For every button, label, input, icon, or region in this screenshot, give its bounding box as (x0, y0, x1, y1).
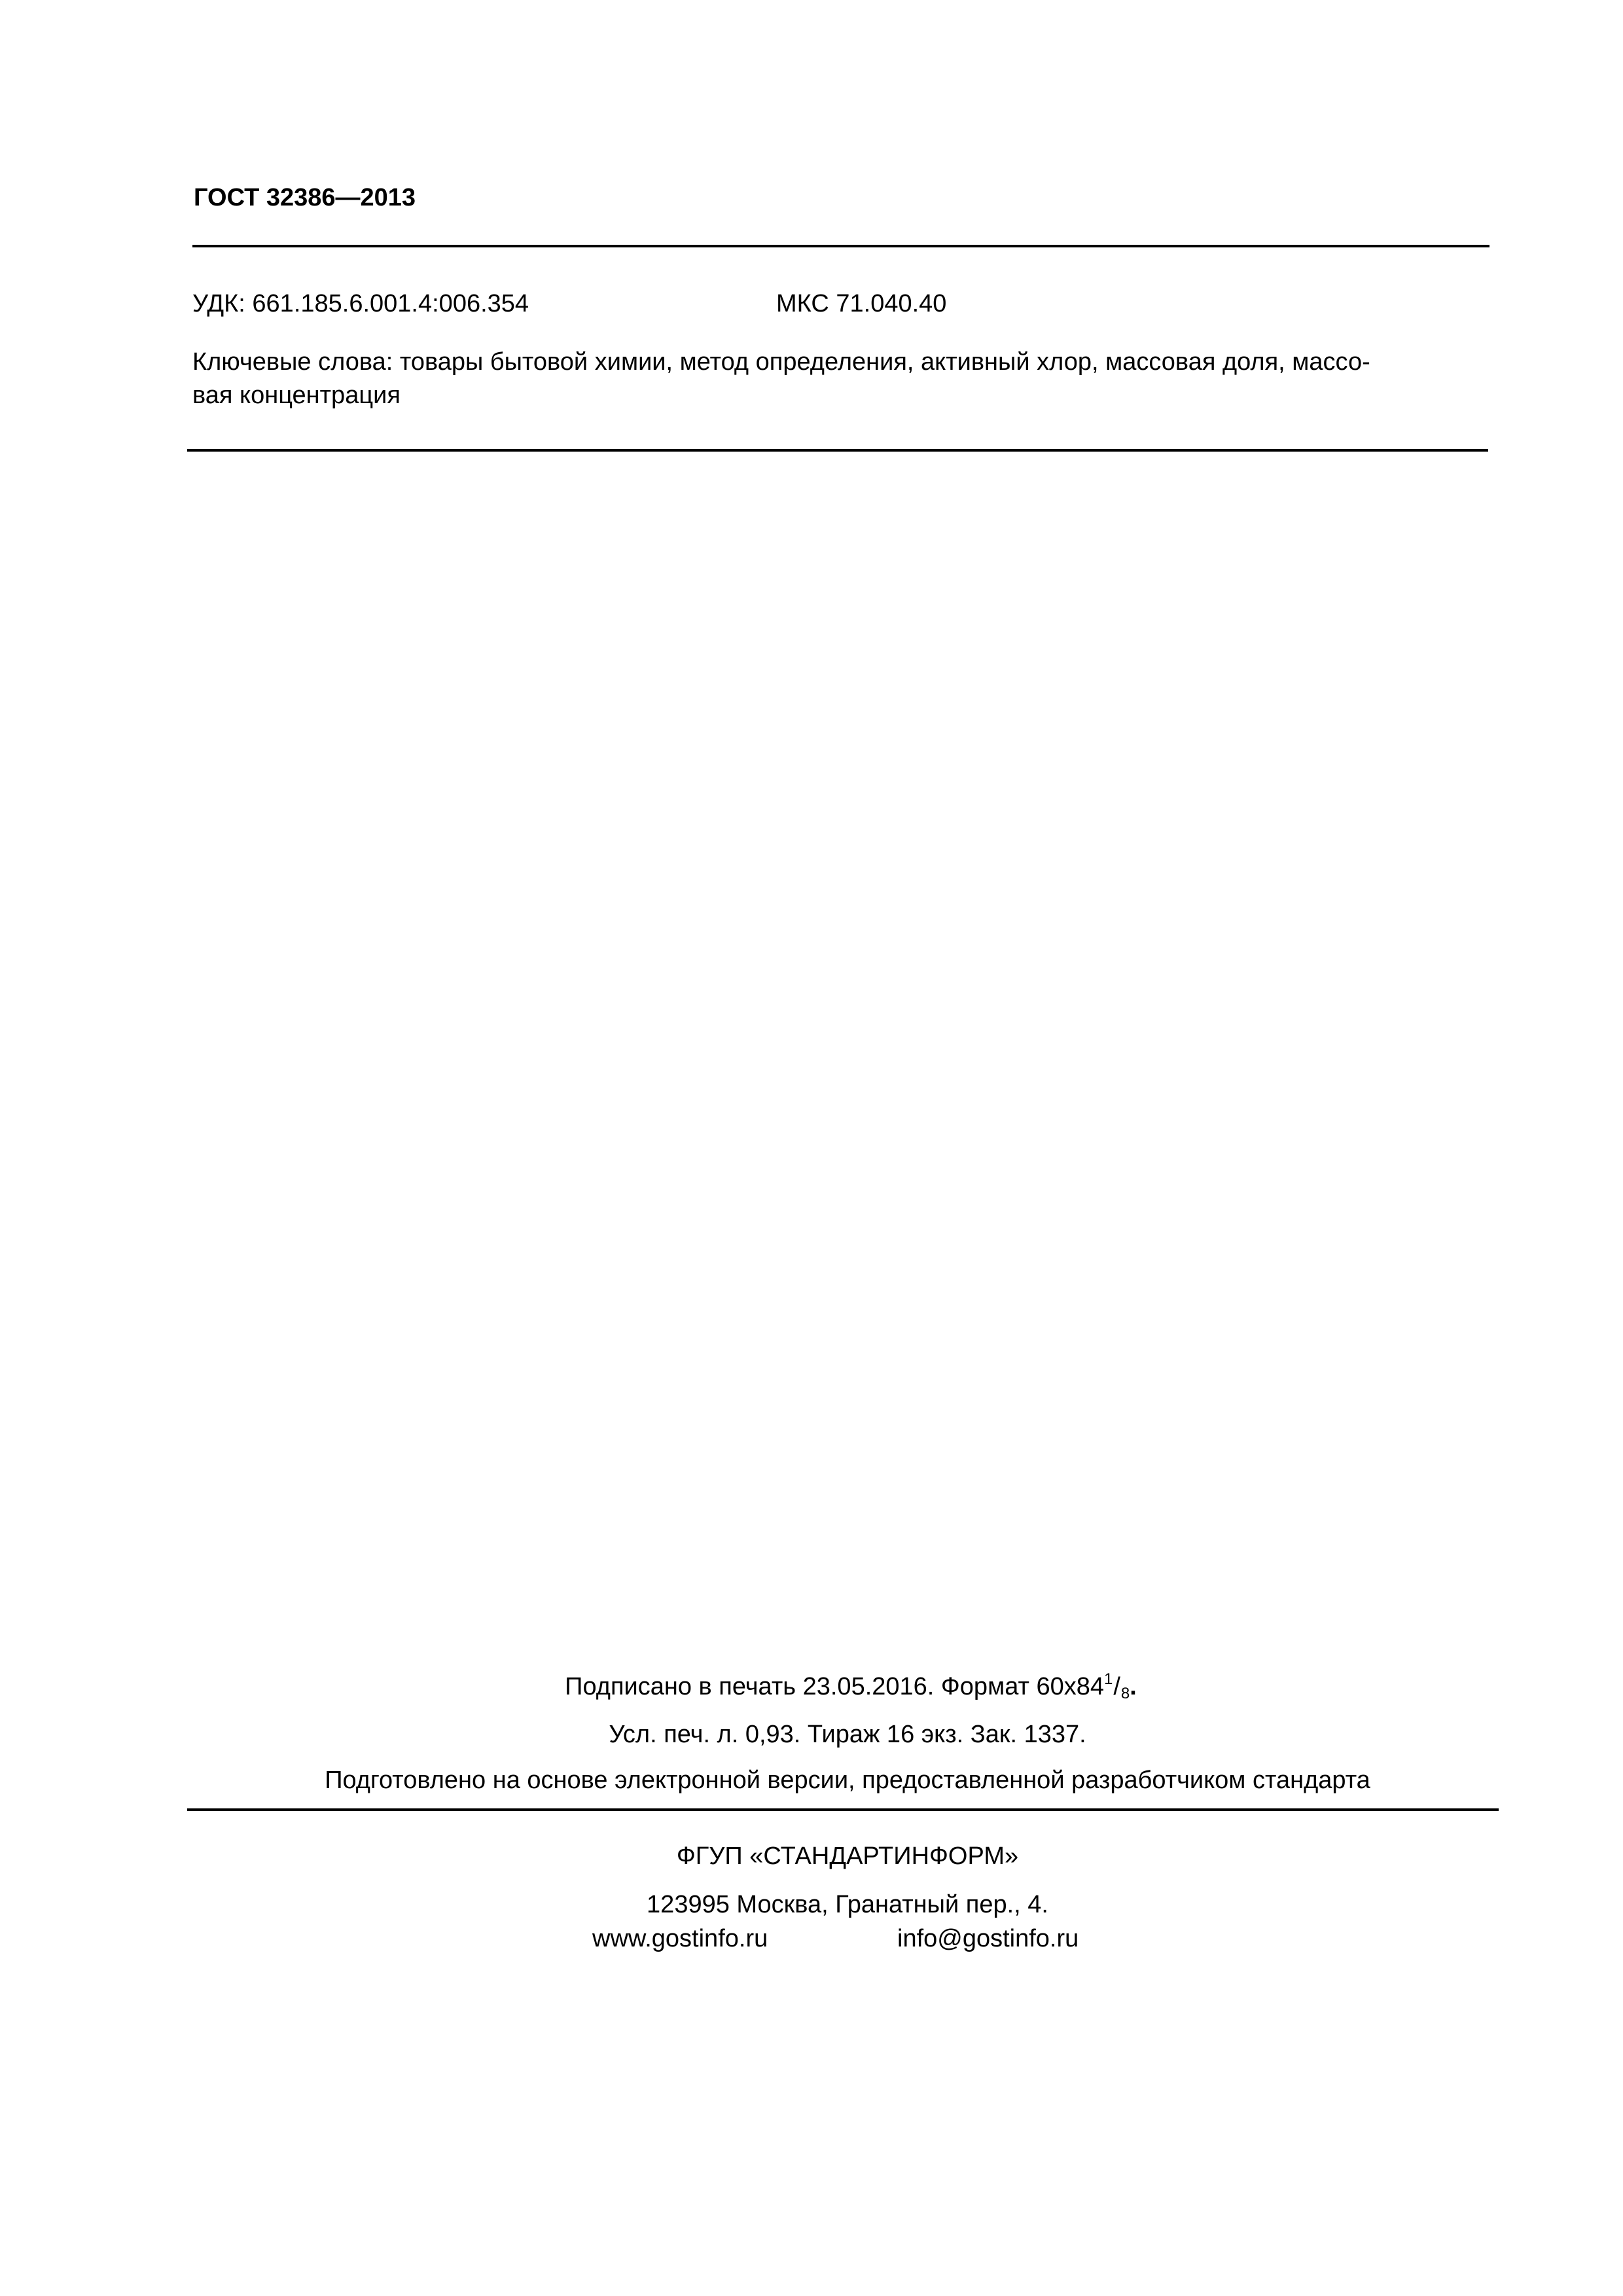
publisher-name: ФГУП «СТАНДАРТИНФОРМ» (676, 1842, 1019, 1870)
mks-code: МКС 71.040.40 (776, 290, 947, 317)
keywords-block (192, 346, 1496, 412)
keywords-divider (187, 449, 1488, 452)
publisher-address: 123995 Москва, Гранатный пер., 4. (647, 1891, 1048, 1918)
signed-text: Подписано в печать 23.05.2016. Формат 60x84 (565, 1673, 1104, 1700)
format-denominator: 8 (1120, 1685, 1130, 1702)
signed-end: . (1130, 1673, 1137, 1700)
signed-for-print (0, 1671, 1623, 1702)
udk-code: УДК: 661.185.6.001.4:006.354 (192, 290, 529, 317)
format-fraction (1103, 1670, 1130, 1702)
imprint-divider (187, 1808, 1499, 1811)
keywords-line-2: вая концентрация (192, 382, 401, 409)
publisher-website-link[interactable]: www.gostinfo.ru (592, 1925, 768, 1952)
format-slash: / (1113, 1673, 1120, 1700)
format-numerator: 1 (1103, 1670, 1113, 1688)
document-code: ГОСТ 32386—2013 (194, 184, 416, 211)
top-divider (192, 245, 1489, 247)
keywords-line-1: Ключевые слова: товары бытовой химии, метод определения, активный хлор, массовая доля, массо- (192, 348, 1370, 376)
print-info: Усл. печ. л. 0,93. Тираж 16 экз. Зак. 1337. (609, 1721, 1086, 1748)
publisher-email-link[interactable]: info@gostinfo.ru (897, 1925, 1079, 1952)
prepared-note: Подготовлено на основе электронной версии, предоставленной разработчиком стандарта (325, 1767, 1370, 1794)
